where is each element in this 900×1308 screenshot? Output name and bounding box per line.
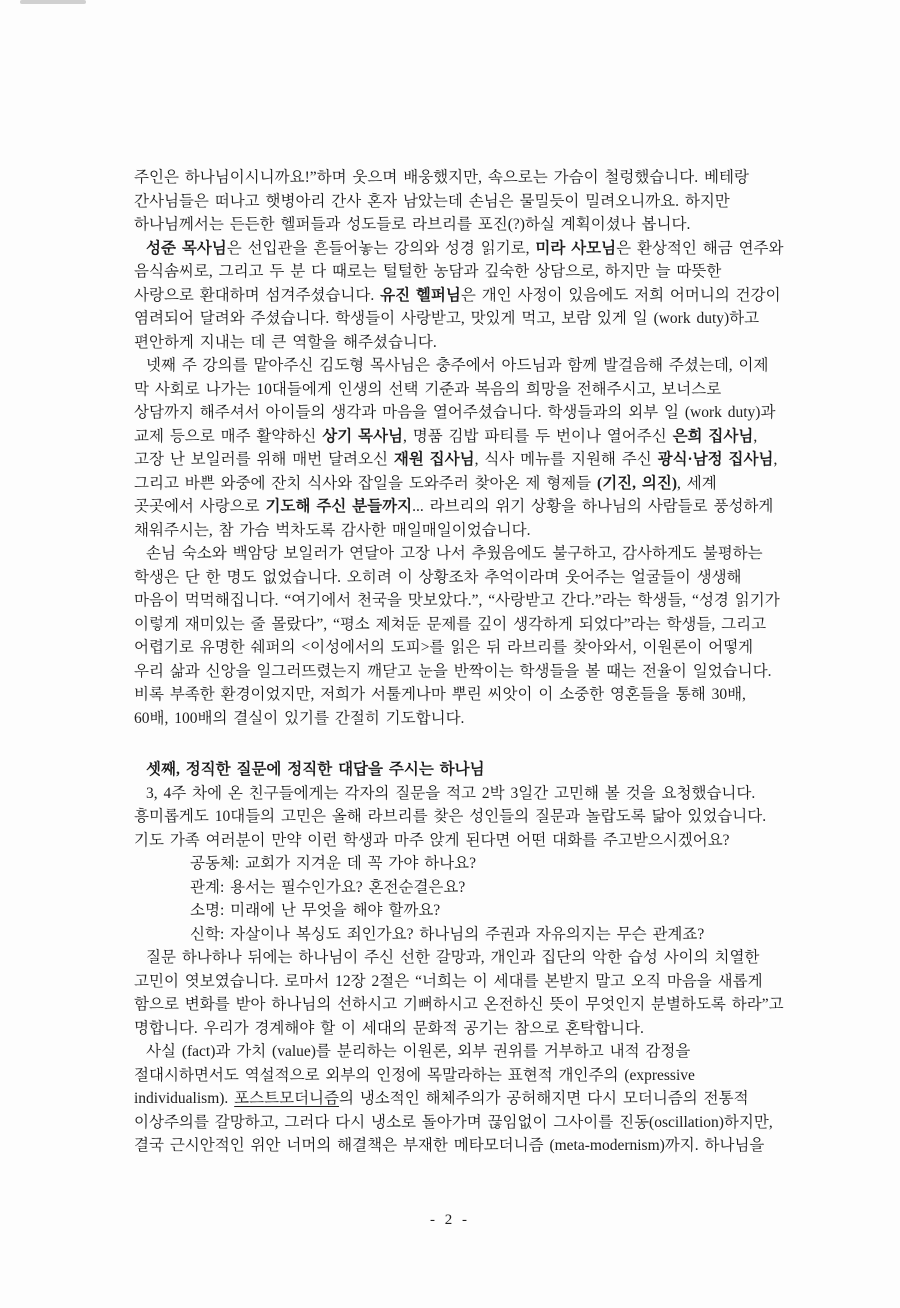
text-line (134, 213, 794, 237)
text-run: 소명: 미래에 난 무엇을 해야 할까요? (190, 902, 441, 919)
text-run: 공동체: 교회가 지겨운 데 꼭 가야 하나요? (190, 855, 477, 872)
text-line (134, 1064, 794, 1088)
text-run: 막 사회로 나가는 10대들에게 인생의 선택 기준과 복음의 희망을 전해주시고, 보너스로 (134, 380, 722, 398)
emphasized-text: 은희 집사님 (672, 427, 754, 445)
text-line (134, 425, 794, 449)
section-heading (134, 758, 794, 782)
text-run: 이상주의를 갈망하고, 그러다 다시 냉소로 돌아가며 끊임없이 그사이를 진동(oscillation)하지만, (134, 1113, 773, 1131)
text-line (134, 472, 794, 496)
text-run: , 세계 (677, 474, 717, 492)
text-run: 신학: 자살이나 복싱도 죄인가요? 하나님의 주권과 자유의지는 무슨 관계죠? (190, 925, 705, 943)
text-run: 주인은 하나님이시니까요!”하며 웃으며 배웅했지만, 속으로는 가슴이 철렁했습니다. 베테랑 (134, 169, 749, 186)
emphasized-text: 재원 집사님 (393, 451, 475, 468)
text-run: 명합니다. 우리가 경계해야 할 이 세대의 문화적 공기는 참으로 혼탁합니다. (134, 1019, 644, 1037)
text-run: 은 선입관을 흔들어놓는 강의와 성경 읽기로, (226, 239, 536, 257)
text-line (134, 1134, 794, 1158)
text-line (134, 707, 794, 731)
text-line (134, 401, 794, 425)
text-line (134, 166, 794, 190)
text-run: 비록 부족한 환경이었지만, 저희가 서툴게나마 뿌린 씨앗이 이 소중한 영혼들을 통해 30배, (134, 686, 746, 703)
text-run: 마음이 먹먹해집니다. “여기에서 천국을 맛보았다.”, “사랑받고 간다.”라는 학생들, “성경 읽기가 (134, 592, 780, 609)
text-line (134, 970, 794, 994)
text-line (134, 660, 794, 684)
text-run: 교제 등으로 매주 활약하신 (134, 427, 323, 445)
text-line (134, 378, 794, 402)
text-line (134, 542, 794, 566)
text-run: 음식솜씨로, 그리고 두 분 다 때로는 털털한 농담과 깊숙한 상담으로, 하지만 늘 따뜻한 (134, 263, 722, 280)
emphasized-text: 유진 헬퍼님 (380, 286, 461, 304)
text-run: 이렇게 재미있는 줄 몰랐다”, “평소 제쳐둔 문제를 깊이 생각하게 되었다”라는 학생들, 그리고 (134, 615, 767, 633)
question-line (134, 852, 794, 876)
text-run: 3, 4주 차에 온 친구들에게는 각자의 질문을 적고 2박 3일간 고민해 볼 것을 요청했습니다. (146, 784, 756, 802)
text-run: individualism). (134, 1090, 235, 1107)
text-line (134, 448, 794, 472)
text-line (134, 284, 794, 308)
text-line (134, 829, 794, 853)
emphasized-text: 미라 사모님 (535, 239, 617, 257)
text-run: 은 환상적인 해금 연주와 (616, 239, 784, 257)
text-run: , 명품 김밥 파티를 두 번이나 열어주신 (402, 427, 673, 445)
text-run: 질문 하나하나 뒤에는 하나님이 주신 선한 갈망과, 개인과 집단의 악한 습성 사이의 치열한 (146, 949, 760, 966)
text-run: 하나님께서는 든든한 헬퍼들과 성도들로 라브리를 포진(?)하실 계획이셨나 봅니다. (134, 216, 691, 233)
text-run: 고장 난 보일러를 위해 매번 달려오신 (134, 451, 394, 468)
text-line (134, 683, 794, 707)
question-line (134, 899, 794, 923)
text-run: 넷째 주 강의를 맡아주신 김도형 목사님은 충주에서 아드님과 함께 발걸음해 주셨는데, 이제 (146, 357, 769, 374)
text-line (134, 495, 794, 519)
text-run: 의 냉소적인 해체주의가 공허해지면 다시 모더니즘의 전통적 (338, 1090, 749, 1107)
text-line (134, 354, 794, 378)
text-run: 함으로 변화를 받아 하나님의 선하시고 기뻐하시고 온전하신 뜻이 무엇인지 분별하도록 하라”고 (134, 996, 784, 1013)
scan-smudge-artifact (20, 0, 86, 4)
text-run: 사랑으로 환대하며 섬겨주셨습니다. (134, 286, 381, 304)
text-run: 편안하게 지내는 데 큰 역할을 해주셨습니다. (134, 333, 437, 351)
text-line (134, 307, 794, 331)
text-run: 기도 가족 여러분이 만약 이런 학생과 마주 앉게 된다면 어떤 대화를 주고받으시겠어요? (134, 831, 730, 849)
emphasized-text: 상기 목사님 (322, 427, 403, 445)
text-line (134, 1111, 794, 1135)
page-number: - 2 - (430, 1212, 470, 1228)
text-run: 60배, 100배의 결실이 있기를 간절히 기도합니다. (134, 709, 465, 727)
text-run: 학생은 단 한 명도 없었습니다. 오히려 이 상황조차 추억이라며 웃어주는 얼굴들이 생생해 (134, 568, 742, 586)
text-run: , (753, 427, 758, 445)
emphasized-text: 광식·남정 집사님 (657, 451, 774, 468)
text-run: 채워주시는, 참 가슴 벅차도록 감사한 매일매일이었습니다. (134, 521, 531, 539)
text-run: 그리고 바쁜 와중에 잔치 식사와 잡일을 도와주러 찾아온 제 형제들 (134, 474, 598, 492)
emphasized-text: (기진, 의진) (597, 474, 677, 492)
text-run: 흥미롭게도 10대들의 고민은 올해 라브리를 찾은 성인들의 질문과 놀랍도록 닮아 있었습니다. (134, 808, 767, 825)
text-run: 손님 숙소와 백암당 보일러가 연달아 고장 나서 추웠음에도 불구하고, 감사하게도 불평하는 (146, 545, 763, 562)
text-run: 결국 근시안적인 위안 너머의 해결책은 부재한 메타모더니즘 (meta-modernism)까지. 하나님을 (134, 1137, 765, 1154)
text-run: , 식사 메뉴를 지원해 주신 (474, 451, 658, 468)
text-line (134, 613, 794, 637)
text-line (134, 946, 794, 970)
text-run: 상담까지 해주셔서 아이들의 생각과 마음을 열어주셨습니다. 학생들과의 외부 일 (work duty)과 (134, 404, 776, 421)
text-line (134, 190, 794, 214)
text-run: 은 개인 사정이 있음에도 저희 어머니의 건강이 (460, 286, 781, 304)
text-line (134, 589, 794, 613)
text-run: ... 라브리의 위기 상황을 하나님의 사람들로 풍성하게 (412, 498, 774, 515)
text-line (134, 993, 794, 1017)
text-line (134, 260, 794, 284)
text-run: , (773, 451, 778, 468)
text-run: 관계: 용서는 필수인가요? 혼전순결은요? (190, 878, 466, 896)
text-run: 염려되어 달려와 주셨습니다. 학생들이 사랑받고, 맛있게 먹고, 보람 있게 일 (work duty)하고 (134, 310, 760, 327)
text-line (134, 782, 794, 806)
text-run: 고민이 엿보였습니다. 로마서 12장 2절은 “너희는 이 세대를 본받지 말고 오직 마음을 새롭게 (134, 972, 763, 990)
text-line (134, 237, 794, 261)
emphasized-text: 셋째, 정직한 질문에 정직한 대답을 주시는 하나님 (146, 761, 485, 778)
text-block (134, 166, 794, 1158)
question-line (134, 876, 794, 900)
text-run: 간사님들은 떠나고 햇병아리 간사 혼자 남았는데 손님은 물밀듯이 밀려오니까요. 하지만 (134, 192, 730, 210)
text-run: 사실 (fact)과 가치 (value)를 분리하는 이원론, 외부 권위를 거부하고 내적 감정을 (146, 1043, 691, 1060)
text-line (134, 1040, 794, 1064)
emphasized-text: 기도해 주신 분들까지 (265, 498, 413, 515)
text-line (134, 1017, 794, 1041)
emphasized-text: 성준 목사님 (146, 239, 227, 257)
text-line (134, 805, 794, 829)
underlined-text: 포스트모더니즘 (234, 1090, 339, 1107)
text-line (134, 519, 794, 543)
text-line (134, 566, 794, 590)
question-line (134, 923, 794, 947)
text-line (134, 1087, 794, 1111)
text-run: 우리 삶과 신앙을 일그러뜨렸는지 깨닫고 눈을 반짝이는 학생들을 볼 때는 전율이 일었습니다. (134, 662, 772, 680)
text-line (134, 636, 794, 660)
text-run: 어렵기로 유명한 쉐퍼의 <이성에서의 도피>를 읽은 뒤 라브리를 찾아와서, 이원론이 어떻게 (134, 639, 754, 656)
text-line (134, 331, 794, 355)
text-run: 곳곳에서 사랑으로 (134, 498, 266, 515)
text-run: 절대시하면서도 역설적으로 외부의 인정에 목말라하는 표현적 개인주의 (expressive (134, 1066, 695, 1084)
